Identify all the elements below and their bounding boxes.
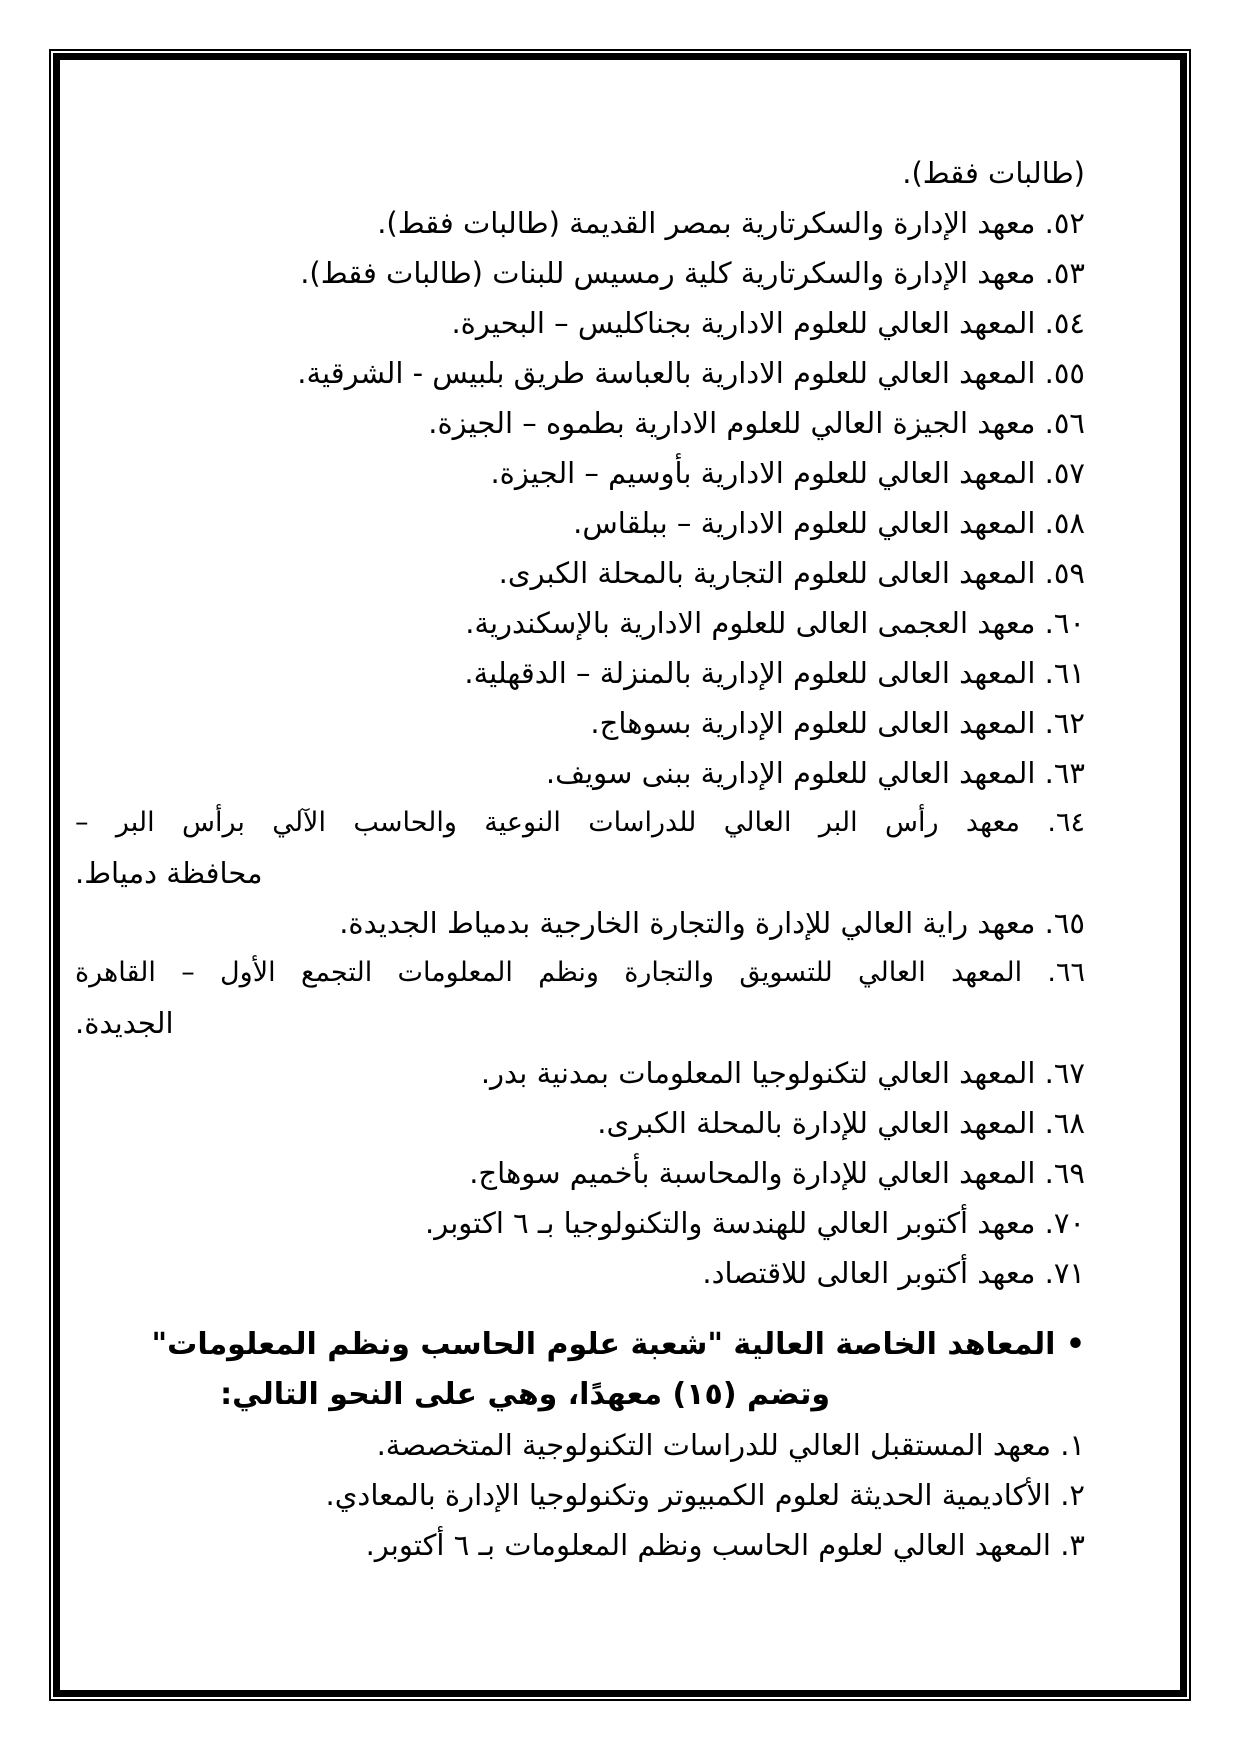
list-item-line: ٥٥. المعهد العالي للعلوم الادارية بالعباسة طريق بلبيس - الشرقية. (297, 356, 1085, 390)
list-item-line: ٥٧. المعهد العالي للعلوم الادارية بأوسيم – الجيزة. (490, 456, 1085, 490)
section-gap (75, 1298, 1085, 1320)
list-item-line: ٦٥. معهد راية العالي للإدارة والتجارة الخارجية بدمياط الجديدة. (339, 906, 1085, 940)
list-item-line: ٥٣. معهد الإدارة والسكرتارية كلية رمسيس للبنات (طالبات فقط). (300, 256, 1085, 290)
list-item-line: ٦٩. المعهد العالي للإدارة والمحاسبة بأخميم سوهاج. (469, 1156, 1085, 1190)
list-item-line: ٦٣. المعهد العالي للعلوم الإدارية ببنى سويف. (545, 756, 1085, 790)
list-item-line: ٦٦. المعهد العالي للتسويق والتجارة ونظم المعلومات التجمع الأول – القاهرة (75, 957, 1085, 988)
list-item-line: محافظة دمياط. (75, 856, 263, 890)
list-item-line: ٦٢. المعهد العالى للعلوم الإدارية بسوهاج. (590, 706, 1085, 740)
list-item-line: ١. معهد المستقبل العالي للدراسات التكنولوجية المتخصصة. (376, 1428, 1085, 1462)
section-heading-line: وتضم (١٥) معهدًا، وهي على النحو التالي: (220, 1377, 830, 1412)
list-item-line: ٦١. المعهد العالى للعلوم الإدارية بالمنزلة – الدقهلية. (464, 656, 1085, 690)
list-item-line: ٦٧. المعهد العالي لتكنولوجيا المعلومات بمدنية بدر. (480, 1056, 1085, 1090)
list-item-line: ٣. المعهد العالي لعلوم الحاسب ونظم المعلومات بـ ٦ أكتوبر. (365, 1528, 1085, 1562)
section-heading-line: • المعاهد الخاصة العالية "شعبة علوم الحاسب ونظم المعلومات" (151, 1327, 1085, 1362)
document-text-block (75, 148, 1085, 1570)
list-item-line: ٦٤. معهد رأس البر العالي للدراسات النوعية والحاسب الآلي برأس البر – (75, 807, 1085, 838)
list-item-line: ٥٢. معهد الإدارة والسكرتارية بمصر القديمة (طالبات فقط). (377, 206, 1085, 240)
list-item-line: ٧١. معهد أكتوبر العالى للاقتصاد. (702, 1256, 1085, 1290)
list-item-line: الجديدة. (75, 1006, 174, 1040)
list-item-line: ٦٨. المعهد العالي للإدارة بالمحلة الكبرى. (597, 1106, 1085, 1140)
list-item-line: (طالبات فقط). (902, 156, 1085, 190)
list-item-line: ٥٩. المعهد العالى للعلوم التجارية بالمحلة الكبرى. (498, 556, 1085, 590)
list-item-line: ٥٤. المعهد العالي للعلوم الادارية بجناكليس – البحيرة. (451, 306, 1085, 340)
list-item-line: ٦٠. معهد العجمى العالى للعلوم الادارية بالإسكندرية. (465, 606, 1085, 640)
list-item-line: ٢. الأكاديمية الحديثة لعلوم الكمبيوتر وتكنولوجيا الإدارة بالمعادي. (325, 1478, 1085, 1512)
list-item-line: ٥٦. معهد الجيزة العالي للعلوم الادارية بطموه – الجيزة. (428, 406, 1085, 440)
list-item-line: ٥٨. المعهد العالي للعلوم الادارية – ببلقاس. (573, 506, 1085, 540)
list-item-line: ٧٠. معهد أكتوبر العالي للهندسة والتكنولوجيا بـ ٦ اكتوبر. (424, 1206, 1085, 1240)
